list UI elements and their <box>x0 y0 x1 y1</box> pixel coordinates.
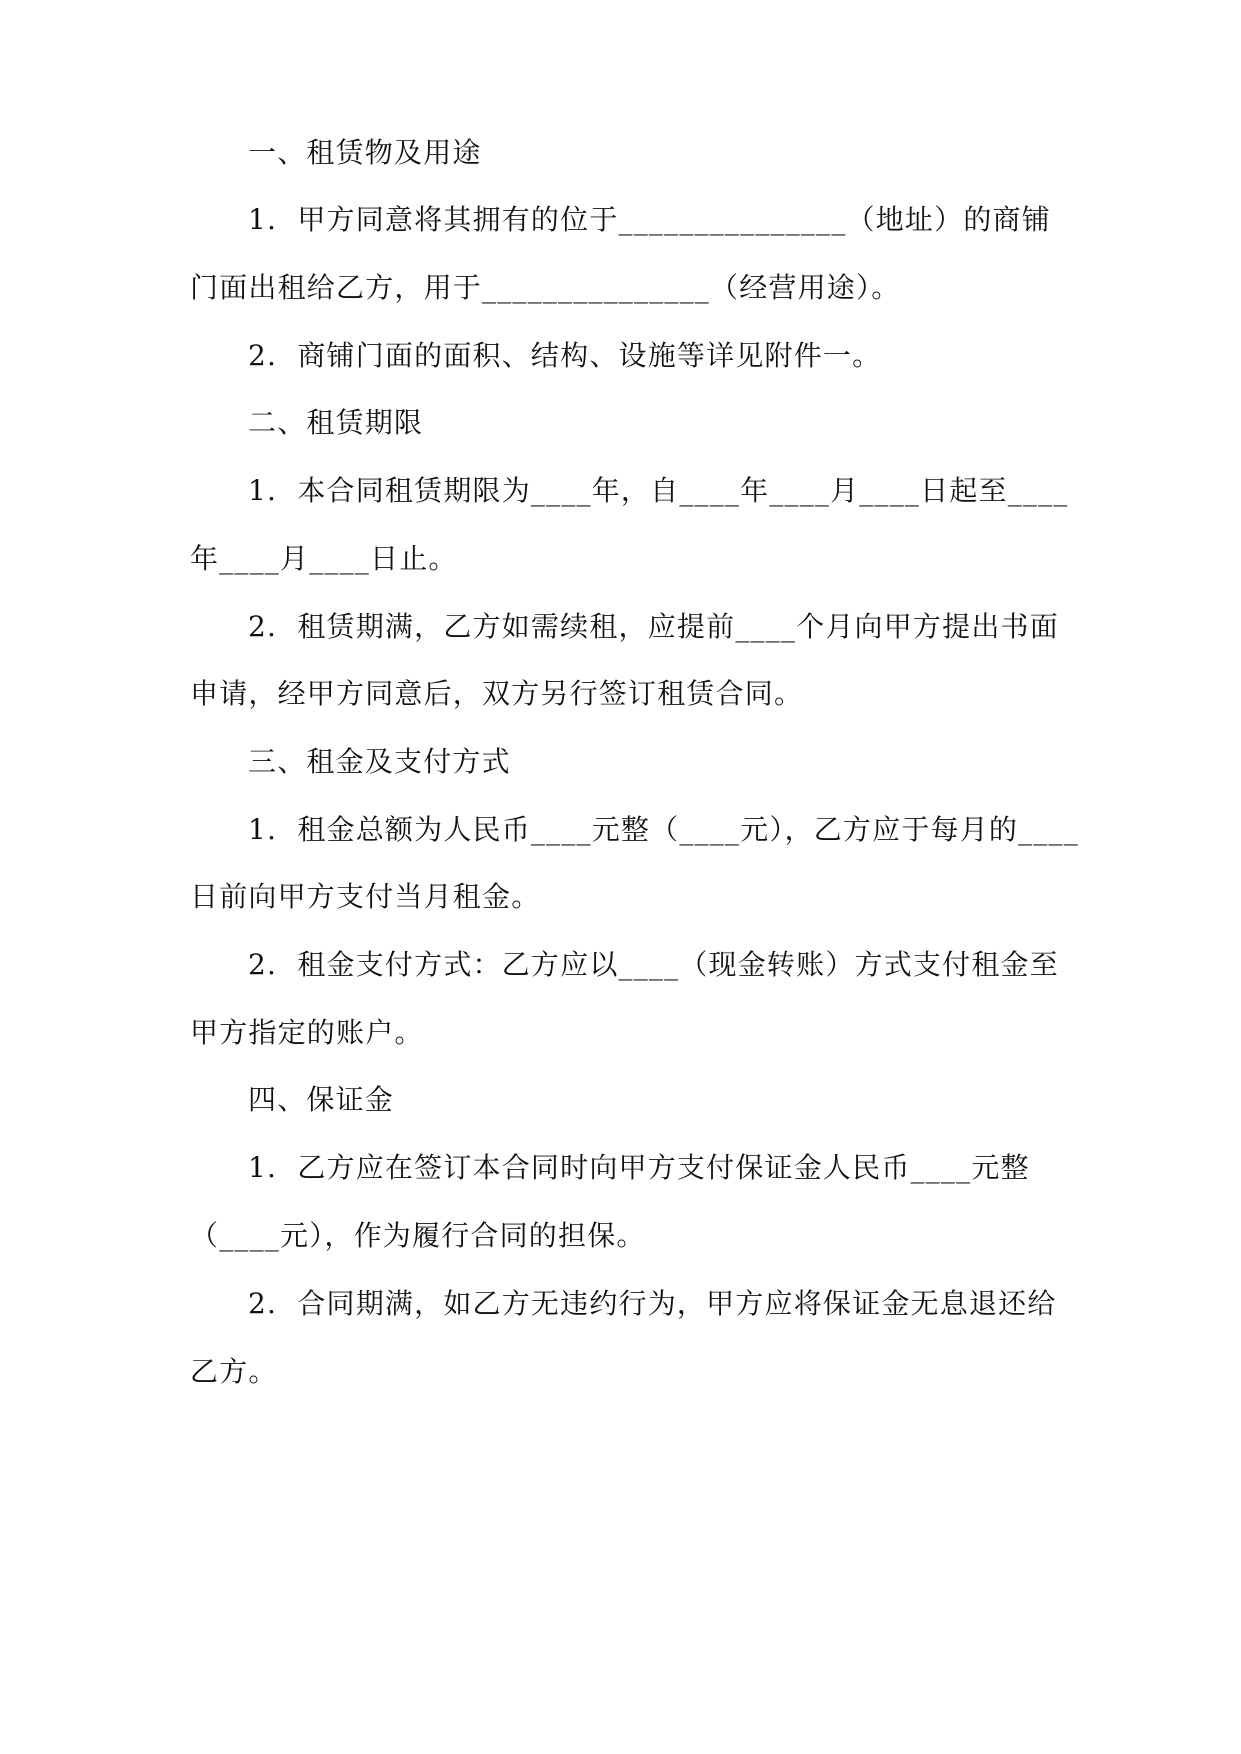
document-page <box>190 0 1079 1754</box>
paragraph-line: 2. 合同期满，如乙方无违约行为，甲方应将保证金无息退还给 <box>248 1287 1057 1320</box>
section-heading: 三、租金及支付方式 <box>248 745 511 778</box>
section-heading: 四、保证金 <box>248 1083 395 1116</box>
paragraph-line: 2. 租赁期满，乙方如需续租，应提前____个月向甲方提出书面 <box>248 610 1059 643</box>
section-heading: 一、租赁物及用途 <box>248 136 482 169</box>
paragraph-line: 1. 本合同租赁期限为____年，自____年____月____日起至____ <box>248 474 1069 507</box>
paragraph-line: 1. 甲方同意将其拥有的位于_______________（地址）的商铺 <box>248 203 1051 236</box>
paragraph-line: （____元），作为履行合同的担保。 <box>190 1219 646 1252</box>
paragraph-line: 2. 商铺门面的面积、结构、设施等详见附件一。 <box>248 339 882 372</box>
paragraph-line: 乙方。 <box>190 1355 278 1388</box>
paragraph-line: 1. 乙方应在签订本合同时向甲方支付保证金人民币____元整 <box>248 1151 1030 1184</box>
paragraph-line: 2. 租金支付方式：乙方应以____（现金转账）方式支付租金至 <box>248 948 1059 981</box>
paragraph-line: 1. 租金总额为人民币____元整（____元），乙方应于每月的____ <box>248 813 1079 846</box>
paragraph-line: 甲方指定的账户。 <box>190 1016 424 1049</box>
paragraph-line: 日前向甲方支付当月租金。 <box>190 880 541 913</box>
paragraph-line: 申请，经甲方同意后，双方另行签订租赁合同。 <box>190 677 804 710</box>
section-heading: 二、租赁期限 <box>248 406 424 439</box>
paragraph-line: 门面出租给乙方，用于_______________（经营用途）。 <box>190 271 901 304</box>
paragraph-line: 年____月____日止。 <box>190 542 458 575</box>
